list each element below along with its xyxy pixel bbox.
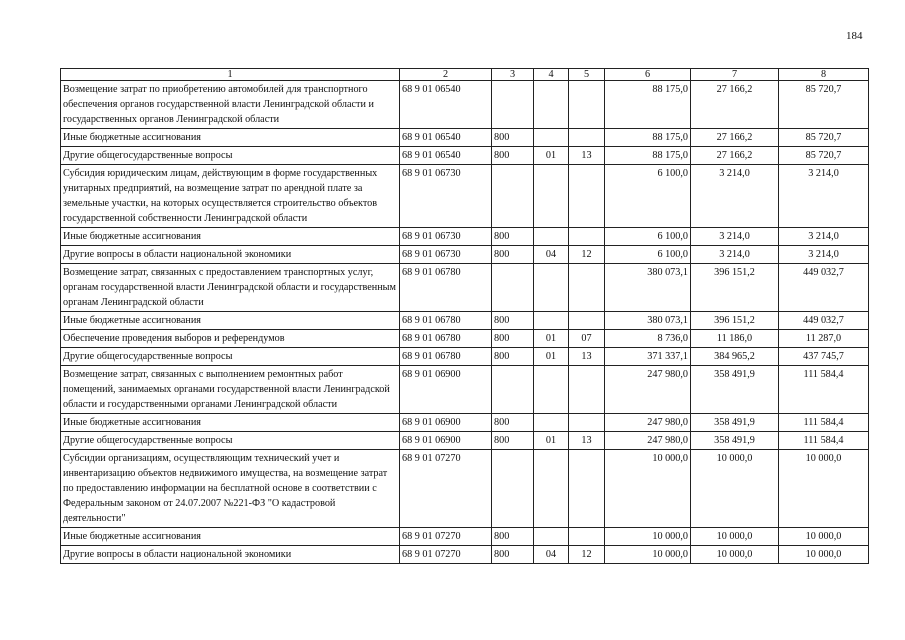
header-col-5: 5 xyxy=(569,69,605,81)
header-col-1: 1 xyxy=(61,69,400,81)
row-code-cell: 68 9 01 06540 xyxy=(400,147,492,165)
row-amount-col6-cell: 8 736,0 xyxy=(605,330,691,348)
row-amount-col6-cell: 247 980,0 xyxy=(605,366,691,414)
row-name-cell: Возмещение затрат, связанных с выполнением ремонтных работ помещений, занимаемых органами государственной власти Ленинградской области и государственными органами Ленинградской области xyxy=(61,366,400,414)
row-code-cell: 68 9 01 06730 xyxy=(400,228,492,246)
row-section-cell xyxy=(534,129,569,147)
row-code-cell: 68 9 01 06730 xyxy=(400,165,492,228)
row-subsection-cell xyxy=(569,129,605,147)
row-section-cell xyxy=(534,228,569,246)
row-amount-col8-cell: 111 584,4 xyxy=(779,366,869,414)
table-row xyxy=(61,546,869,564)
row-amount-col6-cell: 88 175,0 xyxy=(605,147,691,165)
row-section-cell: 04 xyxy=(534,246,569,264)
row-amount-col8-cell: 111 584,4 xyxy=(779,432,869,450)
row-name-cell: Иные бюджетные ассигнования xyxy=(61,129,400,147)
table-row xyxy=(61,528,869,546)
row-amount-col6-cell: 380 073,1 xyxy=(605,312,691,330)
row-name-cell: Иные бюджетные ассигнования xyxy=(61,312,400,330)
row-amount-col8-cell: 3 214,0 xyxy=(779,246,869,264)
row-amount-col8-cell: 111 584,4 xyxy=(779,414,869,432)
row-section-cell xyxy=(534,81,569,129)
row-amount-col8-cell: 449 032,7 xyxy=(779,264,869,312)
header-col-7: 7 xyxy=(691,69,779,81)
row-code-cell: 68 9 01 06900 xyxy=(400,366,492,414)
table-row xyxy=(61,228,869,246)
row-amount-col7-cell: 3 214,0 xyxy=(691,228,779,246)
row-amount-col6-cell: 6 100,0 xyxy=(605,165,691,228)
table-row xyxy=(61,414,869,432)
row-subsection-cell xyxy=(569,528,605,546)
row-section-cell xyxy=(534,366,569,414)
row-subsection-cell: 13 xyxy=(569,147,605,165)
header-col-8: 8 xyxy=(779,69,869,81)
table-row xyxy=(61,129,869,147)
row-section-cell xyxy=(534,528,569,546)
row-subsection-cell: 12 xyxy=(569,246,605,264)
row-name-cell: Другие вопросы в области национальной экономики xyxy=(61,246,400,264)
row-expense-type-cell: 800 xyxy=(492,246,534,264)
row-amount-col8-cell: 449 032,7 xyxy=(779,312,869,330)
row-amount-col6-cell: 247 980,0 xyxy=(605,414,691,432)
row-code-cell: 68 9 01 07270 xyxy=(400,528,492,546)
row-expense-type-cell xyxy=(492,81,534,129)
row-expense-type-cell: 800 xyxy=(492,330,534,348)
row-amount-col8-cell: 3 214,0 xyxy=(779,165,869,228)
row-section-cell: 04 xyxy=(534,546,569,564)
row-section-cell xyxy=(534,414,569,432)
row-amount-col7-cell: 358 491,9 xyxy=(691,414,779,432)
row-amount-col6-cell: 247 980,0 xyxy=(605,432,691,450)
row-amount-col7-cell: 27 166,2 xyxy=(691,81,779,129)
row-code-cell: 68 9 01 07270 xyxy=(400,546,492,564)
page-number: 184 xyxy=(846,30,863,42)
row-section-cell xyxy=(534,264,569,312)
row-subsection-cell: 07 xyxy=(569,330,605,348)
row-amount-col8-cell: 85 720,7 xyxy=(779,147,869,165)
row-amount-col8-cell: 10 000,0 xyxy=(779,450,869,528)
row-amount-col7-cell: 27 166,2 xyxy=(691,129,779,147)
row-amount-col8-cell: 3 214,0 xyxy=(779,228,869,246)
row-code-cell: 68 9 01 07270 xyxy=(400,450,492,528)
row-subsection-cell xyxy=(569,414,605,432)
row-amount-col6-cell: 10 000,0 xyxy=(605,450,691,528)
row-subsection-cell xyxy=(569,366,605,414)
row-amount-col7-cell: 27 166,2 xyxy=(691,147,779,165)
row-code-cell: 68 9 01 06540 xyxy=(400,81,492,129)
row-amount-col7-cell: 3 214,0 xyxy=(691,246,779,264)
row-code-cell: 68 9 01 06900 xyxy=(400,432,492,450)
table-row xyxy=(61,366,869,414)
row-name-cell: Иные бюджетные ассигнования xyxy=(61,528,400,546)
row-name-cell: Другие вопросы в области национальной экономики xyxy=(61,546,400,564)
row-expense-type-cell: 800 xyxy=(492,147,534,165)
row-name-cell: Иные бюджетные ассигнования xyxy=(61,228,400,246)
row-subsection-cell xyxy=(569,165,605,228)
table-row xyxy=(61,165,869,228)
row-amount-col8-cell: 437 745,7 xyxy=(779,348,869,366)
row-amount-col6-cell: 380 073,1 xyxy=(605,264,691,312)
row-section-cell xyxy=(534,165,569,228)
row-amount-col7-cell: 11 186,0 xyxy=(691,330,779,348)
table-row xyxy=(61,330,869,348)
header-col-4: 4 xyxy=(534,69,569,81)
row-code-cell: 68 9 01 06780 xyxy=(400,312,492,330)
row-amount-col7-cell: 358 491,9 xyxy=(691,432,779,450)
row-amount-col8-cell: 85 720,7 xyxy=(779,129,869,147)
header-col-3: 3 xyxy=(492,69,534,81)
row-amount-col7-cell: 10 000,0 xyxy=(691,450,779,528)
row-amount-col8-cell: 10 000,0 xyxy=(779,546,869,564)
row-amount-col7-cell: 10 000,0 xyxy=(691,528,779,546)
row-expense-type-cell: 800 xyxy=(492,528,534,546)
row-subsection-cell: 13 xyxy=(569,432,605,450)
row-expense-type-cell xyxy=(492,264,534,312)
table-row xyxy=(61,264,869,312)
row-name-cell: Другие общегосударственные вопросы xyxy=(61,147,400,165)
row-section-cell: 01 xyxy=(534,432,569,450)
row-name-cell: Субсидии организациям, осуществляющим технический учет и инвентаризацию объектов недвижимого имущества, на возмещение затрат по предоставлению информации на бесплатной основе в соответствии с Федеральным законом от 24.07.2007 №221-ФЗ "О кадастровой деятельности" xyxy=(61,450,400,528)
row-subsection-cell xyxy=(569,312,605,330)
header-row xyxy=(61,69,869,81)
row-amount-col6-cell: 10 000,0 xyxy=(605,528,691,546)
row-amount-col7-cell: 396 151,2 xyxy=(691,264,779,312)
row-expense-type-cell xyxy=(492,366,534,414)
row-expense-type-cell: 800 xyxy=(492,432,534,450)
row-name-cell: Возмещение затрат по приобретению автомобилей для транспортного обеспечения органов государственной власти Ленинградской области и государственных органов Ленинградской области xyxy=(61,81,400,129)
table-row xyxy=(61,147,869,165)
row-amount-col8-cell: 10 000,0 xyxy=(779,528,869,546)
row-section-cell: 01 xyxy=(534,147,569,165)
row-code-cell: 68 9 01 06900 xyxy=(400,414,492,432)
table-row xyxy=(61,348,869,366)
row-amount-col6-cell: 88 175,0 xyxy=(605,81,691,129)
row-name-cell: Возмещение затрат, связанных с предоставлением транспортных услуг, органам государственной власти Ленинградской области и государственным органам Ленинградской области xyxy=(61,264,400,312)
row-section-cell xyxy=(534,312,569,330)
row-amount-col6-cell: 6 100,0 xyxy=(605,228,691,246)
row-amount-col6-cell: 6 100,0 xyxy=(605,246,691,264)
row-amount-col7-cell: 396 151,2 xyxy=(691,312,779,330)
row-subsection-cell: 13 xyxy=(569,348,605,366)
row-amount-col7-cell: 358 491,9 xyxy=(691,366,779,414)
row-expense-type-cell: 800 xyxy=(492,228,534,246)
row-subsection-cell xyxy=(569,81,605,129)
table-row xyxy=(61,450,869,528)
row-subsection-cell xyxy=(569,450,605,528)
row-expense-type-cell: 800 xyxy=(492,348,534,366)
row-expense-type-cell xyxy=(492,450,534,528)
row-name-cell: Другие общегосударственные вопросы xyxy=(61,348,400,366)
row-subsection-cell: 12 xyxy=(569,546,605,564)
row-code-cell: 68 9 01 06780 xyxy=(400,330,492,348)
row-section-cell xyxy=(534,450,569,528)
header-col-6: 6 xyxy=(605,69,691,81)
row-subsection-cell xyxy=(569,228,605,246)
table-row xyxy=(61,81,869,129)
header-col-2: 2 xyxy=(400,69,492,81)
table-row xyxy=(61,312,869,330)
table-body xyxy=(61,81,869,564)
table-row xyxy=(61,432,869,450)
row-expense-type-cell: 800 xyxy=(492,312,534,330)
row-amount-col6-cell: 10 000,0 xyxy=(605,546,691,564)
row-expense-type-cell: 800 xyxy=(492,129,534,147)
table-row xyxy=(61,246,869,264)
row-code-cell: 68 9 01 06780 xyxy=(400,348,492,366)
row-code-cell: 68 9 01 06540 xyxy=(400,129,492,147)
row-expense-type-cell xyxy=(492,165,534,228)
row-amount-col8-cell: 11 287,0 xyxy=(779,330,869,348)
row-code-cell: 68 9 01 06730 xyxy=(400,246,492,264)
row-amount-col6-cell: 371 337,1 xyxy=(605,348,691,366)
row-name-cell: Иные бюджетные ассигнования xyxy=(61,414,400,432)
table-header xyxy=(61,69,869,81)
row-section-cell: 01 xyxy=(534,348,569,366)
row-expense-type-cell: 800 xyxy=(492,414,534,432)
row-amount-col6-cell: 88 175,0 xyxy=(605,129,691,147)
row-name-cell: Другие общегосударственные вопросы xyxy=(61,432,400,450)
row-amount-col7-cell: 384 965,2 xyxy=(691,348,779,366)
row-amount-col8-cell: 85 720,7 xyxy=(779,81,869,129)
row-amount-col7-cell: 3 214,0 xyxy=(691,165,779,228)
row-code-cell: 68 9 01 06780 xyxy=(400,264,492,312)
row-expense-type-cell: 800 xyxy=(492,546,534,564)
row-section-cell: 01 xyxy=(534,330,569,348)
row-amount-col7-cell: 10 000,0 xyxy=(691,546,779,564)
row-name-cell: Обеспечение проведения выборов и референдумов xyxy=(61,330,400,348)
row-subsection-cell xyxy=(569,264,605,312)
budget-table xyxy=(60,68,869,564)
row-name-cell: Субсидия юридическим лицам, действующим в форме государственных унитарных предприятий, на возмещение затрат по арендной плате за земельные участки, на которых осуществляется строительство объектов государственной собственности Ленинградской области xyxy=(61,165,400,228)
